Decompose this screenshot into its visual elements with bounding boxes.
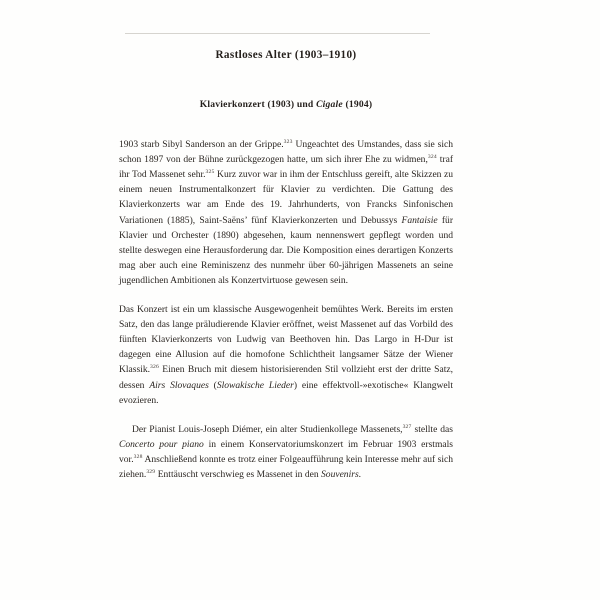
paragraph-3	[119, 422, 453, 482]
p1-segment-1: 1903 starb Sibyl Sanderson an der Grippe.	[119, 139, 284, 151]
p2-italic-airs-slovaques: Airs Slovaques	[149, 379, 209, 391]
footnote-ref-327[interactable]: 327	[402, 423, 412, 430]
section-title-italic: Cigale	[316, 98, 343, 110]
footnote-ref-323[interactable]: 323	[283, 138, 293, 145]
p3-segment-5: Enttäuscht verschwieg es Massenet in den	[155, 468, 322, 480]
p3-segment-2: stellte das	[411, 423, 453, 435]
p2-segment-1: Das Konzert ist ein um klassische Ausgewogenheit bemühtes Werk. Bereits im ersten Satz, den das lange präludierende Klavier eröffnet, weist Massenet auf das Vorbild des fünften Klavierkonzerts von Ludwig van Beethoven hin. Das Largo in H-Dur ist dagegen eine Allusion auf die homofone Schlichtheit langsamer Sätze der Wiener Klassik.	[119, 304, 453, 376]
p1-segment-5: für Klavier und Orchester (1890) abgesehen, kaum nennenswert gepflegt worden und stellte deswegen eine Herausforderung dar. Die Komposition eines derartigen Konzerts mag aber auch eine Reminiszenz des nunmehr über 60-jährigen Massenets an seine jugendlichen Ambitionen als Konzertvirtuose gewesen sein.	[119, 214, 453, 286]
p3-segment-3: in einem Konservatoriumskonzert im Februar 1903 erstmals vor.	[119, 438, 453, 465]
p3-segment-1: Der Pianist Louis-Joseph Diémer, ein alter Studienkollege Massenets,	[132, 423, 403, 435]
p3-segment-4: Anschließend konnte es trotz einer Folgeaufführung kein Interesse mehr auf sich ziehen.	[119, 453, 453, 480]
p1-italic-fantaisie: Fantaisie	[401, 214, 438, 226]
p3-segment-6: .	[358, 468, 362, 480]
section-title-part1: Klavierkonzert (1903) und	[199, 98, 317, 110]
footnote-ref-329[interactable]: 329	[146, 468, 156, 475]
p3-italic-concerto-pour-piano: Concerto pour piano	[119, 438, 204, 450]
chapter-title: Rastloses Alter (1903–1910)	[215, 49, 357, 61]
footnote-ref-328[interactable]: 328	[133, 453, 143, 460]
p2-segment-4: ) eine effektvoll-»exotische« Klangwelt evozieren.	[119, 379, 453, 406]
header-rule	[125, 33, 430, 34]
paragraph-1	[119, 137, 453, 288]
section-title-part2: (1904)	[342, 98, 373, 110]
footnote-ref-325[interactable]: 325	[205, 169, 215, 176]
p1-segment-2: Ungeachtet des Umstandes, dass sie sich schon 1897 von der Bühne zurückgezogen hatte, um sich ihrer Ehe zu widmen,	[119, 139, 453, 166]
body-text	[119, 137, 453, 482]
p2-segment-2: Einen Bruch mit diesem historisierenden Stil vollzieht erst der dritte Satz, dessen	[119, 364, 453, 391]
p3-italic-souvenirs: Souvenirs	[321, 468, 359, 480]
p1-segment-3: traf ihr Tod Massenet sehr.	[119, 154, 454, 181]
footnote-ref-326[interactable]: 326	[150, 364, 160, 371]
p1-segment-4: Kurz zuvor war in ihm der Entschluss gereift, alte Skizzen zu einem neuen Instrumentalkonzert für Klavier zu verdichten. Die Gattung des Klavierkonzerts war am Ende des 19. Jahrhunderts, von Francks Sinfonischen Variationen (1885), Saint-Saëns’ fünf Klavierkonzerten und Debussys	[119, 169, 453, 226]
p2-segment-3: (	[208, 379, 217, 391]
section-title	[119, 98, 453, 111]
p2-italic-slowakische-lieder: Slowakische Lieder	[216, 379, 294, 391]
paragraph-2	[119, 302, 453, 408]
page-content	[119, 48, 453, 482]
footnote-ref-324[interactable]: 324	[427, 154, 437, 161]
